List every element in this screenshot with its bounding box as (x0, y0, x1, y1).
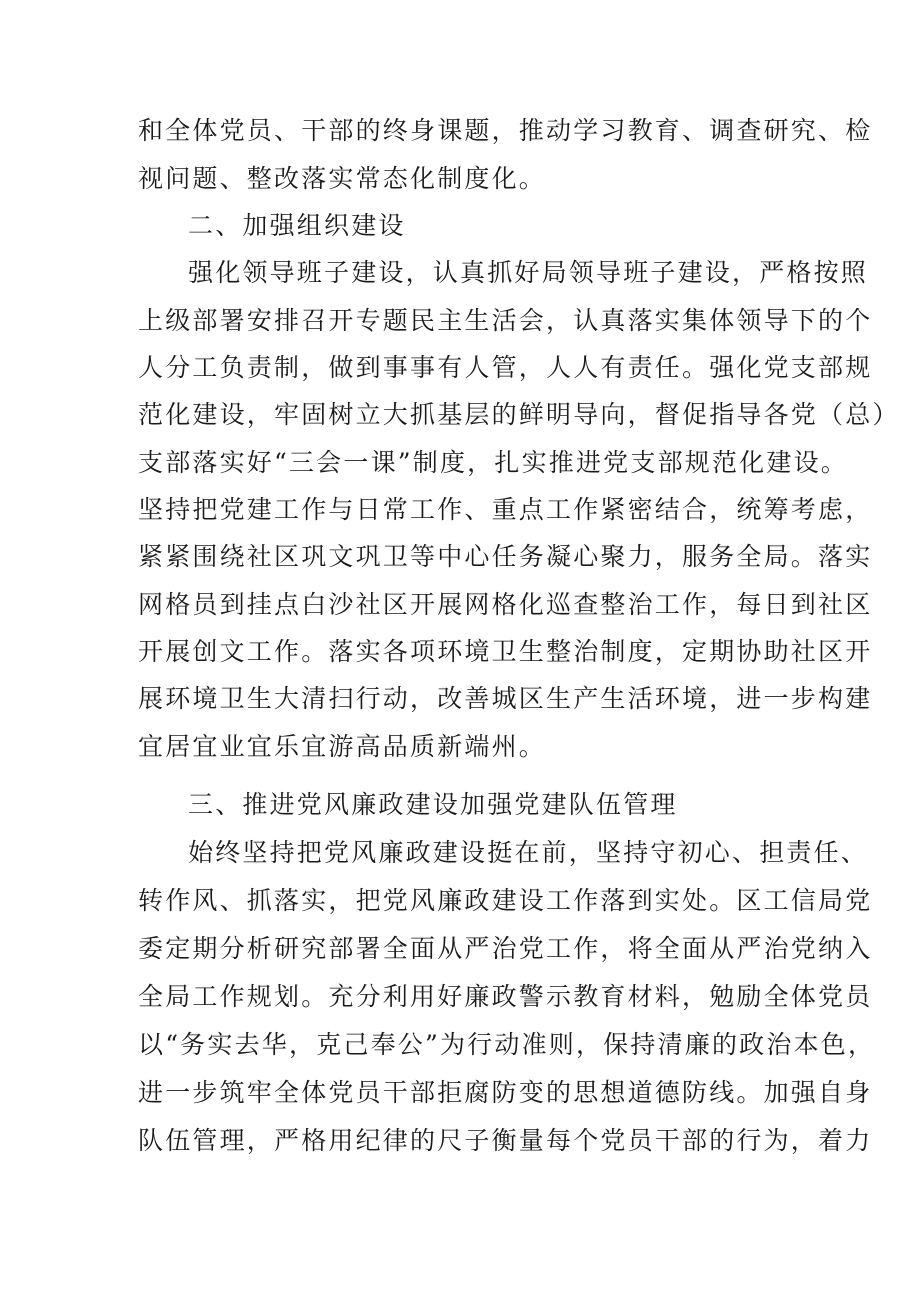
paragraph-line: 始终坚持把党风廉政建设挺在前，坚持守初心、担责任、 (188, 838, 869, 867)
paragraph-line: 委定期分析研究部署全面从严治党工作，将全面从严治党纳入 (138, 934, 873, 963)
paragraph-line: 支部落实好“三会一课”制度，扎实推进党支部规范化建设。 (138, 448, 848, 477)
paragraph-line: 上级部署安排召开专题民主生活会，认真落实集体领导下的个 (138, 306, 873, 335)
paragraph-line: 人分工负责制，做到事事有人管，人人有责任。强化党支部规 (138, 353, 873, 382)
paragraph-line: 坚持把党建工作与日常工作、重点工作紧密结合，统筹考虑， (138, 495, 873, 524)
paragraph-line: 队伍管理，严格用纪律的尺子衡量每个党员干部的行为，着力 (138, 1126, 873, 1155)
paragraph-line: 强化领导班子建设，认真抓好局领导班子建设，严格按照 (188, 258, 869, 287)
section-heading: 二、加强组织建设 (188, 211, 406, 240)
paragraph-line: 全局工作规划。充分利用好廉政警示教育材料，勉励全体党员 (138, 982, 873, 1011)
paragraph-line: 范化建设，牢固树立大抓基层的鲜明导向，督促指导各党（总） (138, 400, 900, 429)
paragraph-line: 视问题、整改落实常态化制度化。 (138, 164, 547, 193)
section-heading: 三、推进党风廉政建设加强党建队伍管理 (188, 790, 678, 819)
paragraph-line: 开展创文工作。落实各项环境卫生整治制度，定期协助社区开 (138, 637, 873, 666)
paragraph-line: 进一步筑牢全体党员干部拒腐防变的思想道德防线。加强自身 (138, 1078, 873, 1107)
paragraph-line: 网格员到挂点白沙社区开展网格化巡查整治工作，每日到社区 (138, 590, 873, 619)
paragraph-line: 以“务实去华，克己奉公”为行动准则，保持清廉的政治本色， (138, 1030, 876, 1059)
paragraph-line: 宜居宜业宜乐宜游高品质新端州。 (138, 732, 547, 761)
paragraph-line: 和全体党员、干部的终身课题，推动学习教育、调查研究、检 (138, 116, 873, 145)
paragraph-line: 展环境卫生大清扫行动，改善城区生产生活环境，进一步构建 (138, 684, 873, 713)
paragraph-line: 转作风、抓落实，把党风廉政建设工作落到实处。区工信局党 (138, 886, 873, 915)
paragraph-line: 紧紧围绕社区巩文巩卫等中心任务凝心聚力，服务全局。落实 (138, 542, 873, 571)
